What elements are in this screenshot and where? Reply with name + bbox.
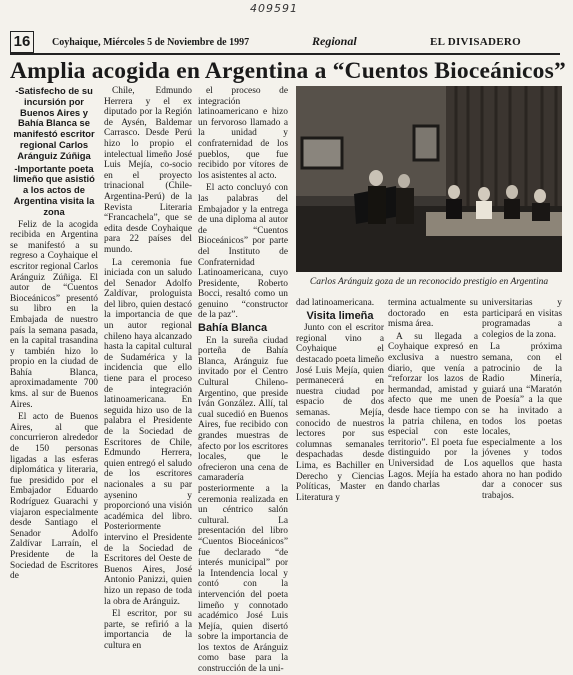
paragraph: El acto concluyó con las palabras del Embajador y la entrega de una diploma al autor de “Cuentos Bioceánicos” por parte del Instituto de Confraternidad Latinoamericana, cuyo Presidente, Roberto Bocci, resaltó como un genuino “constructor de la paz”. [198, 183, 288, 321]
paragraph: Feliz de la acogida recibida en Argentina se manifestó a su regreso a Coyhaique el escritor regional Carlos Aránguiz Zúñiga. El autor de “Cuentos Bioceánicos” presentó su libro en la Embajada de nuestro país la semana pasada, en la capital trasandina y también hizo lo propio en la ciudad de Bahía Blanca, aproximadamente 700 kms. al sur de Buenos Aires. [10, 219, 98, 410]
newspaper-name: EL DIVISADERO [430, 36, 522, 48]
header-rule [10, 53, 560, 55]
photo-caption: Carlos Aránguiz goza de un reconocido prestigio en Argentina [309, 277, 549, 287]
paragraph: Junto con el escritor regional vino a Coyhaique el destacado poeta limeño José Luis Mejía, quien permanecerá en nuestra ciudad por espacio de dos semanas. Mejía, conocido de nuestros lectores por sus columnas semanales despachadas desde Lima, es Bachiller en Derecho y Ciencias Políticas, Master en Literatura y [296, 323, 384, 503]
dateline: Coyhaique, Miércoles 5 de Noviembre de 1997 [52, 37, 250, 48]
page-number: 16 [10, 31, 34, 53]
subhead-bahia-blanca: Bahía Blanca [198, 322, 268, 335]
section-name: Regional [312, 34, 357, 48]
lead-point-2: -Importante poeta limeño que asistió a los actos de Argentina visita la zona [13, 162, 95, 217]
paragraph: termina actualmente su doctorado en esta misma área. [388, 298, 478, 330]
paragraph: dad latinoamericana. [296, 298, 375, 308]
paragraph: La ceremonia fue iniciada con un saludo del Senador Adolfo Zaldívar, prologuista del libro, quien destacó la importancia de que un autor regional chileno haya alcanzado hasta la capital cultural de Sudamérica y la incidencia que ello tiene para el proceso de integración latinoamericana. En seguida hizo uso de la palabra el Presidente de la Sociedad de Escritores de Chile, Edmundo Herrera, quien entregó el saludo de los escritores nacionales a su par aysenino y proporcionó una visión académica del libro. Posteriormente intervino el Presidente de la Sociedad de Escritores del Oeste de Buenos Aires, José Antonio Panizzi, quien hizo un repaso de toda la obra de Aránguiz. [104, 257, 192, 607]
paragraph: universitarias y participará en visitas programadas a colegios de la zona. [482, 298, 562, 340]
paragraph: El escritor, por su parte, se refirió a la importancia de la cultura en [104, 609, 192, 651]
article-headline: Amplia acogida en Argentina a “Cuentos Bioceánicos” [10, 58, 566, 84]
article-photo [296, 86, 562, 272]
article-column-6 [482, 298, 562, 600]
article-column-3 [198, 86, 288, 675]
paragraph: A su llegada a Coyhaique expresó en exclusiva a nuestro diario, que venía a “reforzar los lazos de hermandad, amistad y afecto que me unen desde hace tiempo con la patria chilena, en especial con este territorio”. El poeta fue distinguido por la Universidad de Los Lagos. Mejía ha estado dando charlas [388, 331, 478, 491]
lead-point-1: -Satisfecho de su incursión por Buenos Aires y Bahía Blanca se manifestó escritor regional Carlos Aránguiz Zúñiga [13, 85, 95, 161]
paragraph: La próxima semana, con el patrocinio de la Radio Minería, guiará una “Maratón de Poesía” a la que se ha invitado a todos los poetas locales, especialmente a los jóvenes y todos aquellos que hasta ahora no han podido dar a conocer sus trabajos. [482, 342, 562, 501]
article-column-2 [104, 86, 192, 651]
article-column-1 [10, 86, 98, 600]
subhead-visita-limena: Visita limeña [306, 309, 374, 322]
paragraph: Chile, Edmundo Herrera y el ex diputado por la Región de Aysén, Baldemar Carrasco. Desde Perú hizo lo propio el intelectual limeño José Luis Mejía, co-socio en el proyecto trinacional (Chile-Argentina-Perú) de la Revista Literaria “Francachela”, que se edita desde Coyhaique para 22 países del mundo. [104, 86, 192, 255]
paragraph: el proceso de integración latinoamericano e hizo un fervoroso llamado a la unidad y confraternidad de los pueblos, que fue recibido por vítores de los asistentes al acto. [198, 86, 288, 181]
paragraph: En la sureña ciudad porteña de Bahía Blanca, Aránguiz fue invitado por el Centro Cultural Chileno-Argentino, que preside Iván González. Allí, tal cual sucedió en Buenos Aires, fue recibido con grandes muestras de afecto por los escritores locales, que le ofrecieron una cena de camaradería posteriormente a la ceremonia realizada en un céntrico salón cultural. La presentación del libro “Cuentos Bioceánicos” fue declarado “de interés municipal” por la Intendencia local y contó con la intervención del poeta limeño y connotado académico José Luis Mejía, quien disertó sobre la importancia de los textos de Aránguiz como base para la construcción de la uni- [198, 335, 288, 675]
article-column-4 [296, 298, 384, 600]
archive-handwritten-number: 409591 [250, 2, 298, 15]
article-column-5 [388, 298, 478, 600]
paragraph: El acto de Buenos Aires, al que concurrieron alrededor de 150 personas ligadas a las esferas diplomática y literaria, fue presidido por el Embajador Eduardo Rodríguez Guarachi y viajaron especialmente desde Santiago el Senador Adolfo Zaldívar Larraín, el Presidente de la Sociedad de Escritores de [10, 412, 98, 582]
